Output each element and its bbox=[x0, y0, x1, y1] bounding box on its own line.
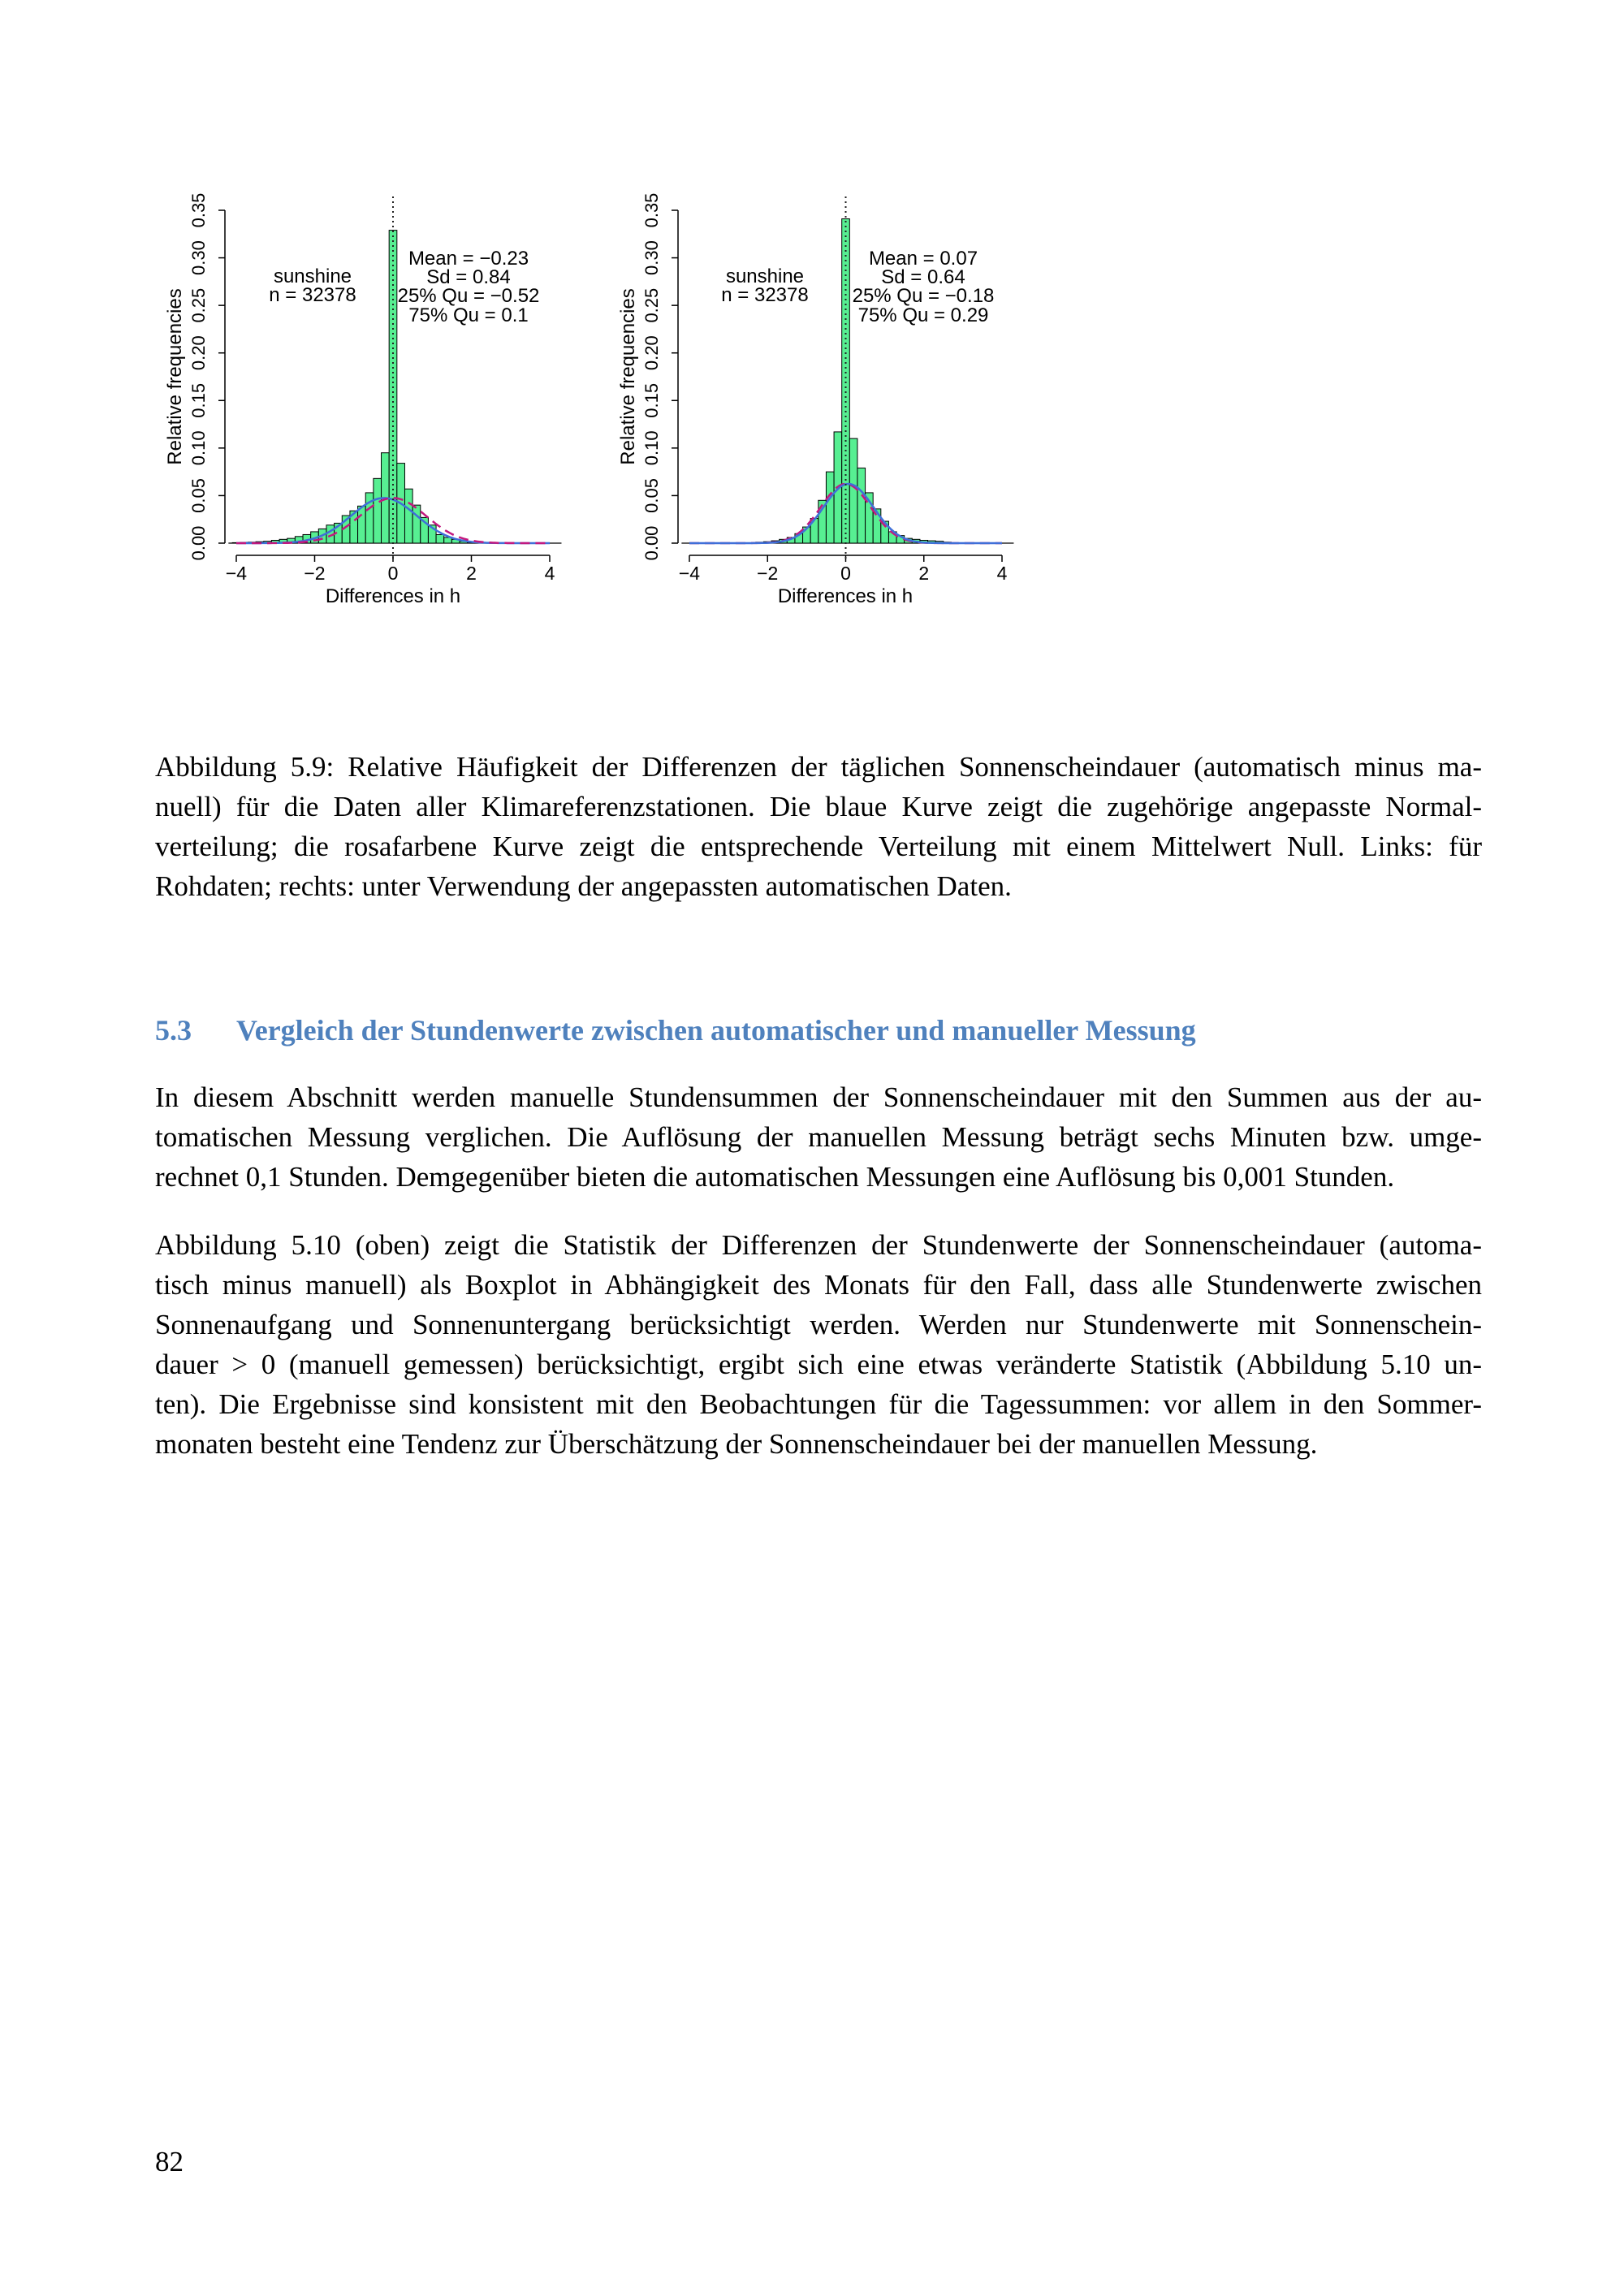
annotation-q25: 25% Qu = −0.52 bbox=[397, 285, 540, 307]
section-title: Vergleich der Stundenwerte zwischen automatischer und manueller Messung bbox=[236, 1014, 1196, 1047]
y-tick-label: 0.05 bbox=[188, 478, 209, 513]
y-tick-label: 0.35 bbox=[188, 192, 209, 228]
y-tick-label: 0.00 bbox=[188, 525, 209, 561]
y-tick-label: 0.25 bbox=[641, 287, 662, 323]
paragraph bbox=[155, 1077, 1482, 1197]
y-axis-label: Relative frequencies bbox=[617, 288, 639, 465]
histogram-left bbox=[164, 193, 561, 607]
section-number: 5.3 bbox=[155, 1014, 192, 1047]
histogram-bar bbox=[849, 438, 857, 543]
caption-line: Rohdaten; rechts: unter Verwendung der angepassten automatischen Daten. bbox=[155, 870, 1012, 902]
histogram-bar bbox=[436, 534, 444, 543]
histogram-bar bbox=[818, 500, 827, 543]
histogram-bar bbox=[404, 489, 412, 543]
annotation-sd: Sd = 0.84 bbox=[426, 266, 511, 288]
histogram-bar bbox=[412, 505, 421, 543]
x-axis-label: Differences in h bbox=[325, 585, 461, 607]
y-tick-label: 0.15 bbox=[641, 382, 662, 418]
page-number: 82 bbox=[155, 2146, 184, 2177]
y-tick-label: 0.25 bbox=[188, 287, 209, 323]
y-tick-label: 0.30 bbox=[641, 240, 662, 275]
x-tick-label: 4 bbox=[996, 563, 1008, 584]
paragraph-line: tomatischen Messung verglichen. Die Auflösung der manuellen Messung beträgt sechs Minuten bzw. umge- bbox=[155, 1121, 1482, 1153]
annotation-q75: 75% Qu = 0.29 bbox=[857, 304, 989, 326]
paragraph-line: Sonnenaufgang und Sonnenuntergang berücksichtigt werden. Werden nur Stundenwerte mit Sonnenschein- bbox=[155, 1309, 1482, 1340]
histogram-bar bbox=[826, 472, 834, 543]
y-tick-label: 0.30 bbox=[188, 240, 209, 275]
paragraph-line: In diesem Abschnitt werden manuelle Stundensummen der Sonnenscheindauer mit den Summen aus der au- bbox=[155, 1081, 1482, 1113]
histogram-bar bbox=[857, 468, 866, 543]
y-tick-label: 0.10 bbox=[188, 430, 209, 466]
annotation-mean: Mean = 0.07 bbox=[868, 248, 978, 270]
annotation-mean: Mean = −0.23 bbox=[408, 248, 529, 270]
annotation-q25: 25% Qu = −0.18 bbox=[852, 285, 995, 307]
paragraph-line: ten). Die Ergebnisse sind konsistent mit den Beobachtungen für die Tagessummen: vor allem in den Sommer- bbox=[155, 1388, 1482, 1420]
histogram-right bbox=[617, 193, 1013, 607]
x-tick-label: −2 bbox=[757, 563, 779, 584]
annotation-q75: 75% Qu = 0.1 bbox=[408, 304, 529, 326]
y-tick-label: 0.15 bbox=[188, 382, 209, 418]
x-tick-label: 0 bbox=[840, 563, 851, 584]
y-tick-label: 0.00 bbox=[641, 525, 662, 561]
caption-line: verteilung; die rosafarbene Kurve zeigt die entsprechende Verteilung mit einem Mittelwert Null. Links: für bbox=[155, 831, 1482, 862]
x-tick-label: 2 bbox=[918, 563, 930, 584]
x-tick-label: 2 bbox=[466, 563, 477, 584]
annotation-n: n = 32378 bbox=[269, 284, 356, 306]
y-tick-label: 0.20 bbox=[641, 335, 662, 371]
x-tick-label: 0 bbox=[387, 563, 399, 584]
y-tick-label: 0.10 bbox=[641, 430, 662, 466]
annotation-variable: sunshine bbox=[273, 265, 352, 287]
annotation-n: n = 32378 bbox=[721, 284, 809, 306]
figure-histograms bbox=[0, 0, 1624, 731]
histogram-bar bbox=[358, 506, 366, 543]
paragraph-line: monaten besteht eine Tendenz zur Überschätzung der Sonnenscheindauer bei der manuellen Messung. bbox=[155, 1428, 1318, 1460]
caption-line: Abbildung 5.9: Relative Häufigkeit der Differenzen der täglichen Sonnenscheindauer (automatisch minus ma- bbox=[155, 751, 1482, 783]
paragraph-line: tisch minus manuell) als Boxplot in Abhängigkeit des Monats für den Fall, dass alle Stundenwerte zwischen bbox=[155, 1269, 1482, 1301]
paragraph-line: rechnet 0,1 Stunden. Demgegenüber bieten die automatischen Messungen eine Auflösung bis 0,001 Stunden. bbox=[155, 1161, 1395, 1193]
x-tick-label: −4 bbox=[678, 563, 701, 584]
paragraph bbox=[155, 1225, 1482, 1464]
x-tick-label: 4 bbox=[544, 563, 555, 584]
annotation-variable: sunshine bbox=[725, 265, 805, 287]
histogram-bar bbox=[873, 509, 881, 543]
x-axis-label: Differences in h bbox=[777, 585, 914, 607]
y-tick-label: 0.35 bbox=[641, 192, 662, 228]
y-tick-label: 0.05 bbox=[641, 478, 662, 513]
histogram-bar bbox=[374, 478, 382, 543]
paragraph-line: Abbildung 5.10 (oben) zeigt die Statistik der Differenzen der Stundenwerte der Sonnenscheindauer (automa- bbox=[155, 1229, 1482, 1261]
annotation-sd: Sd = 0.64 bbox=[881, 266, 965, 288]
figure-caption bbox=[155, 747, 1482, 906]
x-tick-label: −2 bbox=[304, 563, 326, 584]
x-tick-label: −4 bbox=[225, 563, 248, 584]
paragraph-line: dauer > 0 (manuell gemessen) berücksichtigt, ergibt sich eine etwas veränderte Statistik (Abbildung 5.10 un- bbox=[155, 1349, 1482, 1380]
y-axis-label: Relative frequencies bbox=[164, 288, 186, 465]
caption-line: nuell) für die Daten aller Klimareferenzstationen. Die blaue Kurve zeigt die zugehörige angepasste Normal- bbox=[155, 791, 1482, 822]
y-tick-label: 0.20 bbox=[188, 335, 209, 371]
